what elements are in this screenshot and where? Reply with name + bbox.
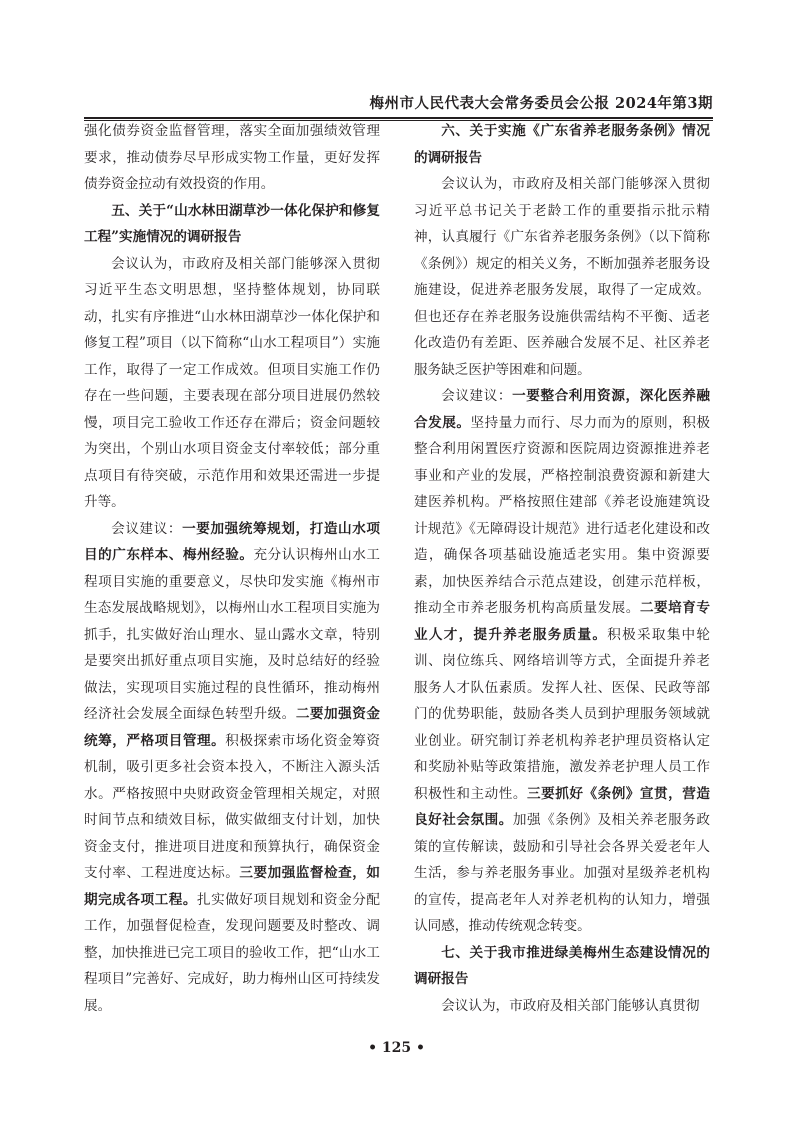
suggestion-3-text: 加强《条例》及相关养老服务政策的宣传解读，鼓励和引导社会各界关爱老年人生活，参与养老服务事业。加强对星级养老机构的宣传，提高老年人对养老机构的认知力，增强认同感，推动传统观念转变。 <box>414 812 711 934</box>
section-6-heading: 六、关于实施《广东省养老服务条例》情况的调研报告 <box>414 123 710 166</box>
suggestion-3-title: 三要抓好《条例》宣贯，营造良好社会氛围。 <box>414 785 711 828</box>
suggestion-lead: 会议建议： <box>441 388 513 404</box>
suggestion-3-title: 三要加强监督检查，如期完成各项工程。 <box>84 865 381 908</box>
right-column <box>414 118 710 1019</box>
paragraph-continued: 强化债券资金监督管理，落实全面加强绩效管理要求，推动债券尽早形成实物工作量，更好发挥债券资金拉动有效投资的作用。 <box>84 123 380 192</box>
suggestion-3-text: 扎实做好项目规划和资金分配工作，加强督促检查，发现问题要及时整改、调整，加快推进已完工项目的验收工作，把“山水工程项目”完善好、完成好，助力梅州山区可持续发展。 <box>84 891 381 1014</box>
suggestion-2-title: 二要加强资金统筹，严格项目管理。 <box>84 706 381 749</box>
section-5-opinion: 会议认为，市政府及相关部门能够深入贯彻习近平生态文明思想，坚持整体规划，协同联动，扎实有序推进“山水林田湖草沙一体化保护和修复工程”项目（以下简称“山水工程项目”）实施工作，取得了一定工作成效。但项目实施工作仍存在一些问题，主要表现在部分项目进展仍然较慢，项目完工验收工作还存在滞后；资金问题较为突出，个别山水项目资金支付率较低；部分重点项目有待突破，示范作用和效果还需进一步提升等。 <box>84 255 380 510</box>
suggestion-2-text: 积极采取集中轮训、岗位练兵、网络培训等方式，全面提升养老服务人才队伍素质。发挥人社、医保、民政等部门的优势职能，鼓励各类人员到护理服务领域就业创业。研究制订养老机构养老护理员资格认定和奖励补贴等政策措施，激发养老护理人员工作积极性和主动性。 <box>414 626 711 802</box>
suggestion-2-text: 积极探索市场化资金筹资机制，吸引更多社会资本投入，不断注入源头活水。严格按照中央财政资金管理相关规定，对照时间节点和绩效目标，做实做细支付计划，加快资金支付，推进项目进度和预算执行，确保资金支付率、工程进度达标。 <box>84 732 380 881</box>
suggestion-lead: 会议建议： <box>111 520 183 537</box>
section-7-opinion: 会议认为，市政府及相关部门能够认真贯彻 <box>441 997 700 1014</box>
suggestion-1-text: 坚持量力而行、尽力而为的原则，积极整合利用闲置医疗资源和医院周边资源推进养老事业和产业的发展，严格控制浪费资源和新建大建医养机构。严格按照住建部《养老设施建筑设计规范》《无障碍设计规范》进行适老化建设和改造，确保各项基础设施适老实用。集中资源要素，加快医养结合示范点建设，创建示范样板，推动全市养老服务机构高质量发展。 <box>414 414 711 616</box>
page-number: • 125 • <box>368 1040 425 1056</box>
section-5-heading: 五、关于“山水林田湖草沙一体化保护和修复工程”实施情况的调研报告 <box>84 202 380 245</box>
journal-header: 梅州市人民代表大会常务委员会公报 2024年第3期 <box>369 95 713 112</box>
suggestion-2-title: 二要培育专业人才，提升养老服务质量。 <box>414 600 711 643</box>
section-6-opinion: 会议认为，市政府及相关部门能够深入贯彻习近平总书记关于老龄工作的重要指示批示精神，认真履行《广东省养老服务条例》（以下简称《条例》）规定的相关义务，不断加强养老服务设施建设，促进养老服务发展，取得了一定成效。但也还存在养老服务设施供需结构不平衡、适老化改造仍有差距、医养融合发展不足、社区养老服务缺乏医护等困难和问题。 <box>414 176 710 378</box>
left-column <box>84 118 380 1019</box>
section-6-suggestions <box>414 383 710 940</box>
suggestion-1-text: 充分认识梅州山水工程项目实施的重要意义，尽快印发实施《梅州市生态发展战略规划》，以梅州山水工程项目实施为抓手，扎实做好治山理水、显山露水文章，特别是要突出抓好重点项目实施，及时总结好的经验做法，实现项目实施过程的良性循环，推动梅州经济社会发展全面绿色转型升级。 <box>84 547 381 722</box>
suggestion-1-title: 一要整合利用资源，深化医养融合发展。 <box>414 388 711 431</box>
section-7-heading: 七、关于我市推进绿美梅州生态建设情况的调研报告 <box>414 944 710 987</box>
section-5-suggestions <box>84 516 380 1020</box>
suggestion-1-title: 一要加强统筹规划，打造山水项目的广东样本、梅州经验。 <box>84 520 381 563</box>
